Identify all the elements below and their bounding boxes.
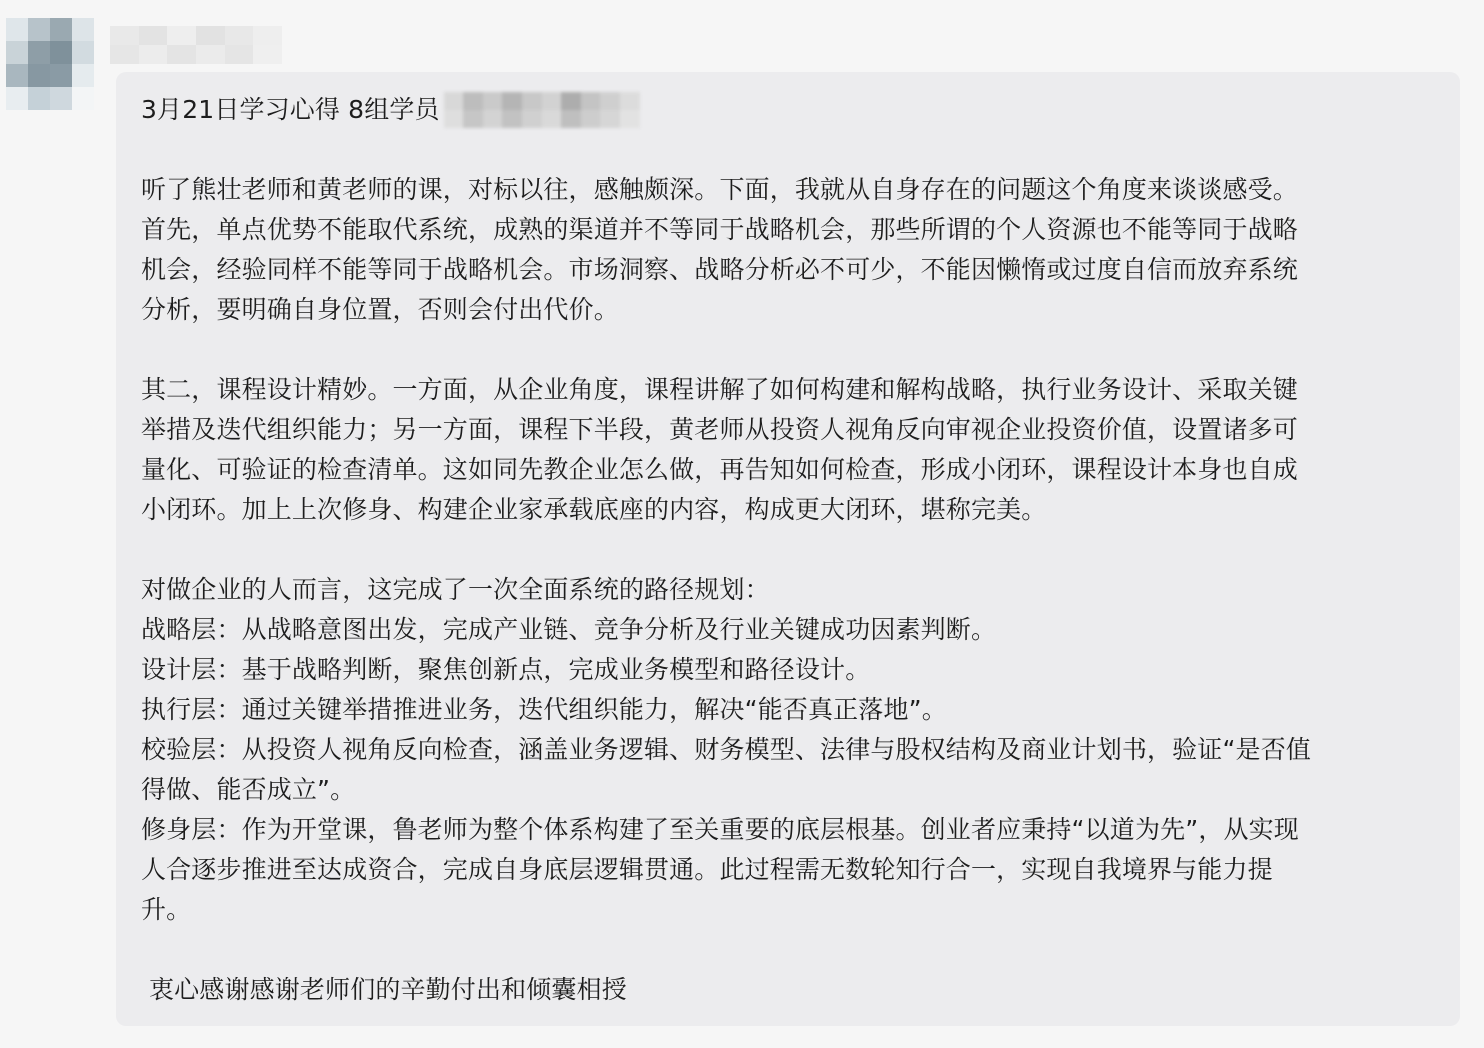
message-line: 其二，课程设计精妙。一方面，从企业角度，课程讲解了如何构建和解构战略，执行业务设计、采取关键 — [141, 375, 1298, 404]
message-line: 战略层：从战略意图出发，完成产业链、竞争分析及行业关键成功因素判断。 — [141, 615, 997, 644]
message-line: 机会，经验同样不能等同于战略机会。市场洞察、战略分析必不可少，不能因懒惰或过度自信而放弃系统 — [141, 255, 1298, 284]
avatar[interactable] — [6, 18, 94, 110]
message-closing: 衷心感谢感谢老师们的辛勤付出和倾囊相授 — [149, 975, 627, 1004]
message-line: 得做、能否成立”。 — [141, 775, 356, 804]
message-line: 分析，要明确自身位置，否则会付出代价。 — [141, 295, 619, 324]
paragraph-2 — [141, 370, 1436, 530]
message-line: 听了熊壮老师和黄老师的课，对标以往，感触颇深。下面，我就从自身存在的问题这个角度来谈谈感受。 — [141, 175, 1298, 204]
paragraph-1 — [141, 170, 1436, 330]
message-bubble[interactable] — [116, 72, 1460, 1026]
message-line: 对做企业的人而言，这完成了一次全面系统的路径规划： — [141, 575, 770, 604]
message-line: 设计层：基于战略判断，聚焦创新点，完成业务模型和路径设计。 — [141, 655, 871, 684]
message-line: 小闭环。加上上次修身、构建企业家承载底座的内容，构成更大闭环，堪称完美。 — [141, 495, 1047, 524]
sender-name-redacted — [110, 26, 282, 64]
message-line: 修身层：作为开堂课，鲁老师为整个体系构建了至关重要的底层根基。创业者应秉持“以道为先”，从实现 — [141, 815, 1299, 844]
message-title: 3月21日学习心得 8组学员 — [141, 95, 440, 124]
message-line: 升。 — [141, 895, 192, 924]
redacted-student-name — [444, 92, 640, 128]
message-line: 首先，单点优势不能取代系统，成熟的渠道并不等同于战略机会，那些所谓的个人资源也不能等同于战略 — [141, 215, 1298, 244]
message-line: 举措及迭代组织能力；另一方面，课程下半段，黄老师从投资人视角反向审视企业投资价值，设置诸多可 — [141, 415, 1298, 444]
paragraph-3 — [141, 570, 1436, 930]
message-line: 校验层：从投资人视角反向检查，涵盖业务逻辑、财务模型、法律与股权结构及商业计划书，验证“是否值 — [141, 735, 1312, 764]
message-line: 量化、可验证的检查清单。这如同先教企业怎么做，再告知如何检查，形成小闭环，课程设计本身也自成 — [141, 455, 1298, 484]
message-line: 执行层：通过关键举措推进业务，迭代组织能力，解决“能否真正落地”。 — [141, 695, 947, 724]
message-line: 人合逐步推进至达成资合，完成自身底层逻辑贯通。此过程需无数轮知行合一，实现自我境界与能力提 — [141, 855, 1273, 884]
message-title-line — [141, 90, 1436, 130]
